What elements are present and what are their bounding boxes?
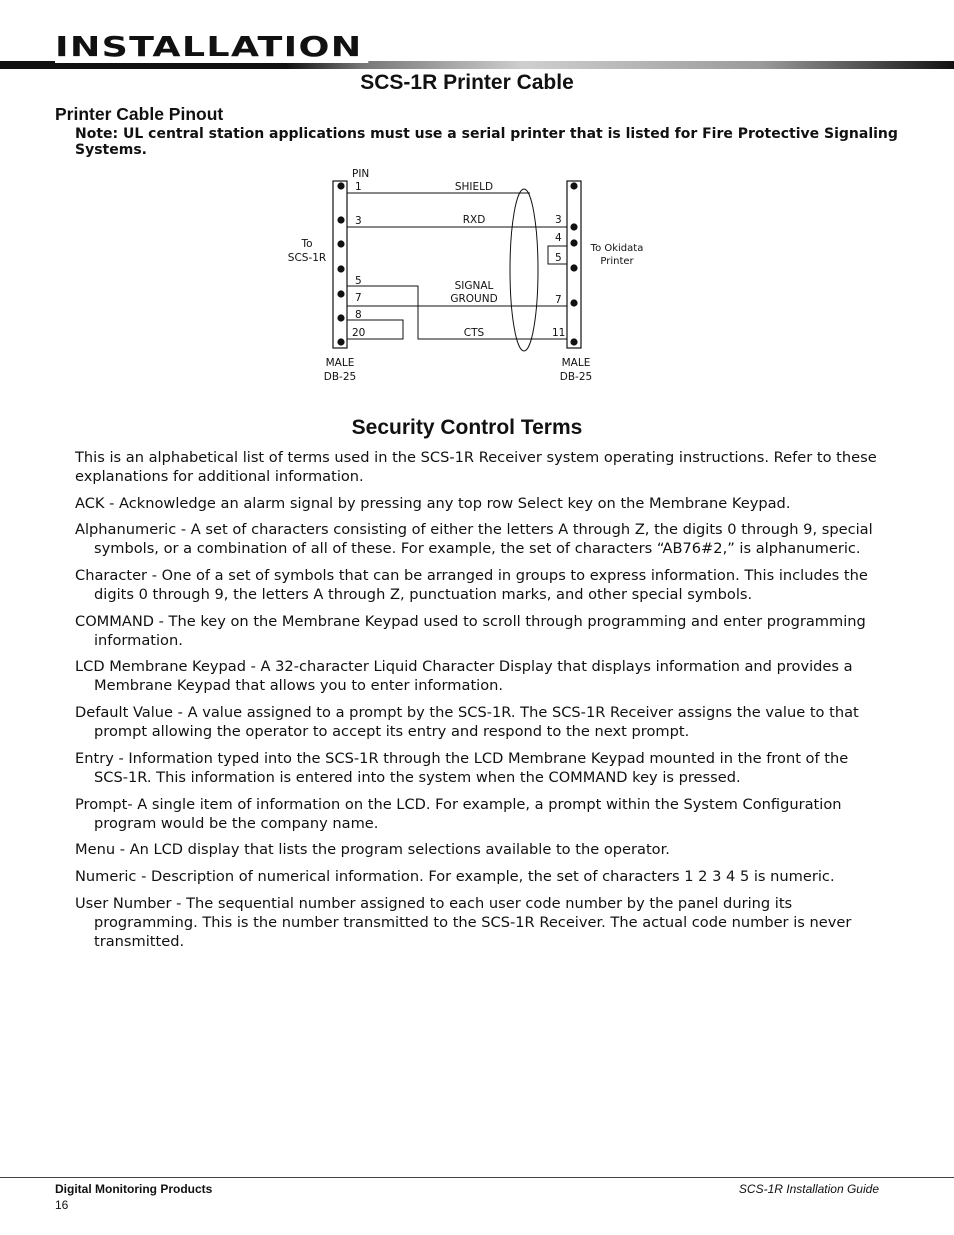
left-to-label: To — [301, 238, 313, 250]
right-pin-dot — [570, 264, 577, 271]
term-lcd-keypad: LCD Membrane Keypad - A 32-character Liquid Character Display that displays information and provides a Membrane Keypad that allows you to enter information. — [75, 658, 853, 695]
right-pin-label: 3 — [555, 214, 562, 226]
left-pin-dot — [337, 338, 344, 345]
left-pin-dot — [337, 314, 344, 321]
terms-list — [75, 448, 885, 958]
right-pin-dot — [570, 299, 577, 306]
wires — [347, 189, 567, 351]
left-pin-label: 7 — [355, 292, 362, 304]
page-number: 16 — [55, 1198, 69, 1212]
cts-wire — [418, 306, 567, 339]
left-connector-pins — [337, 182, 344, 345]
term-ack: ACK - Acknowledge an alarm signal by pressing any top row Select key on the Membrane Keypad. — [75, 494, 791, 512]
section-title: Security Control Terms — [351, 416, 583, 439]
left-type-label: MALE — [325, 357, 355, 369]
shield-ellipse — [510, 189, 538, 351]
term-character: Character - One of a set of symbols that can be arranged in groups to express information. This includes the digits 0 through 9, the letters A through Z, punctuation marks, and other special symbols. — [75, 567, 868, 604]
right-pin-dot — [570, 239, 577, 246]
section-header: INSTALLATION — [55, 34, 368, 60]
right-to-label: To Okidata — [590, 243, 644, 254]
signal-label: SIGNAL — [454, 280, 494, 292]
term-user-number: User Number - The sequential number assigned to each user code number by the panel during its programming. This is the number transmitted to the SCS-1R Receiver. The actual code number is never transmitted. — [75, 894, 852, 950]
right-pin-dot — [570, 223, 577, 230]
right-pin-dot — [570, 182, 577, 189]
right-device-label: Printer — [600, 256, 634, 267]
right-pin-label: 4 — [555, 232, 562, 244]
cts-label: CTS — [463, 327, 485, 339]
left-device-label: SCS-1R — [287, 252, 327, 264]
term-menu: Menu - An LCD display that lists the program selections available to the operator. — [75, 841, 670, 859]
left-pin-label: 3 — [355, 215, 362, 227]
term-prompt: Prompt- A single item of information on the LCD. For example, a prompt within the System Configuration program would be the company name. — [75, 795, 842, 832]
right-pin-label: 5 — [555, 252, 562, 264]
left-pin-dot — [337, 182, 344, 189]
right-connector-pins — [570, 182, 577, 345]
right-db-label: DB-25 — [559, 371, 593, 383]
rxd-label: RXD — [462, 214, 486, 226]
right-type-label: MALE — [561, 357, 591, 369]
left-pin-dot — [337, 265, 344, 272]
pinout-diagram — [0, 160, 954, 390]
footer-guide-title: SCS-1R Installation Guide — [738, 1182, 879, 1196]
footer-rule — [0, 1177, 954, 1178]
page-title: SCS-1R Printer Cable — [360, 71, 574, 94]
shield-label: SHIELD — [454, 181, 494, 193]
left-pin-label: 1 — [355, 181, 362, 193]
left-pin-label: 5 — [355, 275, 362, 287]
pin-label: PIN — [352, 168, 370, 180]
right-pin-label: 11 — [552, 327, 566, 339]
left-pin-label: 20 — [352, 327, 366, 339]
left-db-label: DB-25 — [323, 371, 357, 383]
left-pin-dot — [337, 290, 344, 297]
footer-company: Digital Monitoring Products — [55, 1182, 213, 1196]
right-pin-dot — [570, 338, 577, 345]
ul-note: Note: UL central station applications must use a serial printer that is listed for Fire Protective Signaling Systems. — [75, 126, 898, 158]
ground-label: GROUND — [450, 293, 498, 305]
left-pin-label: 8 — [355, 309, 362, 321]
subheading: Printer Cable Pinout — [55, 104, 224, 124]
term-entry: Entry - Information typed into the SCS-1R through the LCD Membrane Keypad mounted in the front of the SCS-1R. This information is entered into the system when the COMMAND key is pressed. — [75, 749, 849, 786]
term-default-value: Default Value - A value assigned to a prompt by the SCS-1R. The SCS-1R Receiver assigns the value to that prompt allowing the operator to accept its entry and respond to the next prompt. — [75, 704, 859, 741]
term-numeric: Numeric - Description of numerical information. For example, the set of characters 1 2 3 4 5 is numeric. — [75, 867, 835, 885]
term-alphanumeric: Alphanumeric - A set of characters consisting of either the letters A through Z, the digits 0 through 9, special symbols, or a combination of all of these. For example, the set of characters “AB76#2,” is alphanumeric. — [75, 521, 873, 558]
right-pin-label: 7 — [555, 294, 562, 306]
terms-intro: This is an alphabetical list of terms used in the SCS-1R Receiver system operating instructions. Refer to these explanations for additional information. — [75, 449, 877, 485]
left-pin-dot — [337, 216, 344, 223]
left-connector-body — [333, 181, 347, 348]
left-pin-dot — [337, 240, 344, 247]
term-command: COMMAND - The key on the Membrane Keypad used to scroll through programming and enter programming information. — [75, 612, 866, 649]
